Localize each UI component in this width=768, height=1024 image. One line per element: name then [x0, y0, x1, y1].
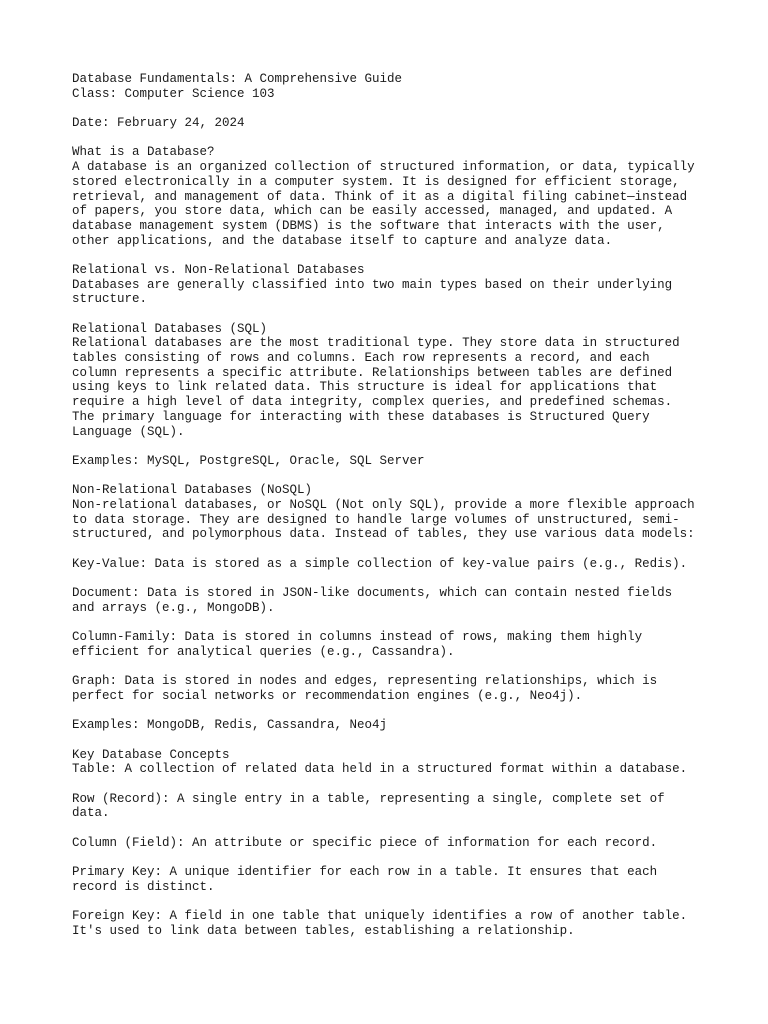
- class-label: Class: Computer Science 103: [72, 86, 275, 101]
- paragraph-line: tables consisting of rows and columns. Each row represents a record, and each: [72, 351, 650, 366]
- paragraph-line: data.: [72, 806, 110, 821]
- document-page: [72, 72, 712, 939]
- model-graph: [72, 674, 712, 703]
- paragraph-line: Foreign Key: A field in one table that uniquely identifies a row of another table.: [72, 909, 688, 924]
- concept-row: [72, 792, 712, 821]
- paragraph-line: perfect for social networks or recommendation engines (e.g., Neo4j).: [72, 688, 583, 703]
- examples-line: Examples: MySQL, PostgreSQL, Oracle, SQL Server: [72, 453, 425, 468]
- section-heading: What is a Database?: [72, 145, 215, 160]
- paragraph-line: and arrays (e.g., MongoDB).: [72, 600, 275, 615]
- paragraph-line: The primary language for interacting with these databases is Structured Query: [72, 409, 650, 424]
- examples-line: Examples: MongoDB, Redis, Cassandra, Neo4j: [72, 718, 388, 733]
- paragraph-line: Databases are generally classified into two main types based on their underlying: [72, 277, 673, 292]
- document-title: Database Fundamentals: A Comprehensive Guide: [72, 72, 403, 86]
- paragraph-line: structure.: [72, 292, 148, 307]
- paragraph-line: require a high level of data integrity, complex queries, and predefined schemas.: [72, 395, 673, 410]
- relational-examples: [72, 454, 712, 469]
- section-nonrelational-databases: [72, 483, 712, 542]
- paragraph-line: record is distinct.: [72, 879, 215, 894]
- paragraph-line: stored electronically in a computer system. It is designed for efficient storage,: [72, 174, 680, 189]
- concept-column: [72, 836, 712, 851]
- paragraph-line: Key-Value: Data is stored as a simple collection of key-value pairs (e.g., Redis).: [72, 556, 688, 571]
- paragraph-line: Column-Family: Data is stored in columns instead of rows, making them highly: [72, 630, 643, 645]
- paragraph-line: Primary Key: A unique identifier for each row in a table. It ensures that each: [72, 865, 658, 880]
- paragraph-line: to data storage. They are designed to handle large volumes of unstructured, semi-: [72, 512, 680, 527]
- paragraph-line: Row (Record): A single entry in a table, representing a single, complete set of: [72, 791, 665, 806]
- model-document: [72, 586, 712, 615]
- paragraph-line: structured, and polymorphous data. Instead of tables, they use various data models:: [72, 527, 695, 542]
- paragraph-line: Graph: Data is stored in nodes and edges, representing relationships, which is: [72, 674, 658, 689]
- section-key-concepts: [72, 748, 712, 777]
- section-heading: Non-Relational Databases (NoSQL): [72, 483, 313, 498]
- paragraph-line: It's used to link data between tables, establishing a relationship.: [72, 923, 575, 938]
- section-heading: Key Database Concepts: [72, 747, 230, 762]
- document-header: [72, 72, 712, 101]
- section-relational-databases: [72, 322, 712, 440]
- paragraph-line: database management system (DBMS) is the software that interacts with the user,: [72, 218, 665, 233]
- paragraph-line: of papers, you store data, which can be easily accessed, managed, and updated. A: [72, 204, 673, 219]
- paragraph-line: Relational databases are the most traditional type. They store data in structured: [72, 336, 680, 351]
- paragraph-line: Non-relational databases, or NoSQL (Not only SQL), provide a more flexible approach: [72, 497, 695, 512]
- section-heading: Relational vs. Non-Relational Databases: [72, 262, 365, 277]
- paragraph-line: retrieval, and management of data. Think of it as a digital filing cabinet—instead: [72, 189, 688, 204]
- concept-primary-key: [72, 865, 712, 894]
- paragraph-line: efficient for analytical queries (e.g., Cassandra).: [72, 644, 455, 659]
- paragraph-line: Column (Field): An attribute or specific piece of information for each record.: [72, 835, 658, 850]
- nonrelational-examples: [72, 718, 712, 733]
- document-date: Date: February 24, 2024: [72, 116, 245, 131]
- date-block: [72, 116, 712, 131]
- paragraph-line: Language (SQL).: [72, 424, 185, 439]
- paragraph-line: using keys to link related data. This structure is ideal for applications that: [72, 380, 658, 395]
- paragraph-line: A database is an organized collection of structured information, or data, typically: [72, 160, 695, 175]
- section-relational-vs-nonrelational: [72, 263, 712, 307]
- section-heading: Relational Databases (SQL): [72, 321, 268, 336]
- paragraph-line: other applications, and the database itself to capture and analyze data.: [72, 233, 613, 248]
- paragraph-line: column represents a specific attribute. Relationships between tables are defined: [72, 365, 673, 380]
- concept-foreign-key: [72, 909, 712, 938]
- model-column-family: [72, 630, 712, 659]
- section-what-is-database: [72, 145, 712, 248]
- model-key-value: [72, 557, 712, 572]
- paragraph-line: Document: Data is stored in JSON-like documents, which can contain nested fields: [72, 586, 673, 601]
- concept-table: Table: A collection of related data held in a structured format within a database.: [72, 762, 688, 777]
